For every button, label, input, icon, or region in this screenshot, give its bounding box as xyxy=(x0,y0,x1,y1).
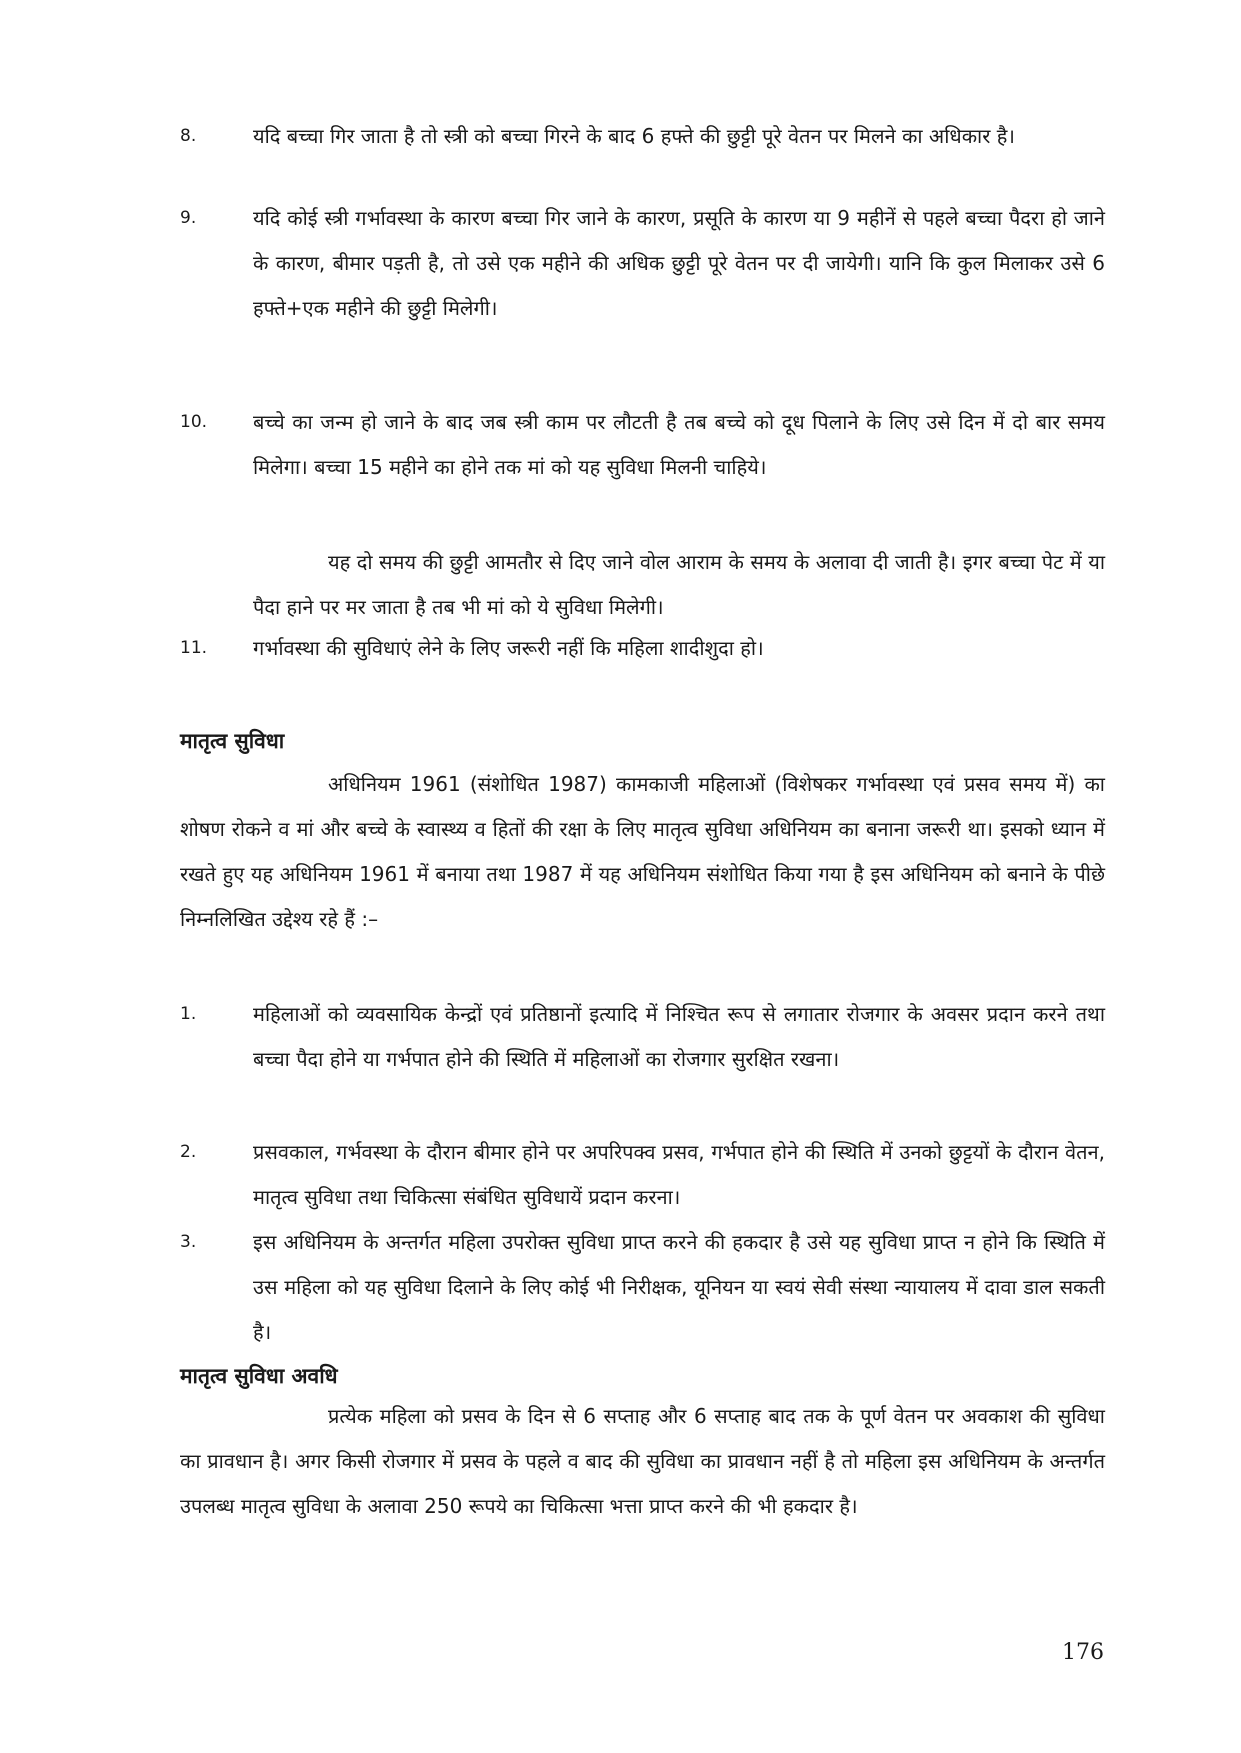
list-item-note: यह दो समय की छुट्टी आमतौर से दिए जाने वोल आराम के समय के अलावा दी जाती है। इगर बच्चा पेट में या पैदा हाने पर मर जाता है तब भी मां को ये सुविधा मिलेगी। xyxy=(253,550,1105,619)
list-item-number: 9. xyxy=(180,208,197,228)
list-item-number: 1. xyxy=(180,1004,197,1024)
list-item-number: 8. xyxy=(180,126,197,146)
list-item-number: 11. xyxy=(180,638,208,658)
section-paragraph: अधिनियम 1961 (संशोधित 1987) कामकाजी महिलाओं (विशेषकर गर्भावस्था एवं प्रसव समय में) का शोषण रोकने व मां और बच्चे के स्वास्थ्य व हितों की रक्षा के लिए मातृत्व सुविधा अधिनियम का बनाना जरूरी था। इसको ध्यान में रखते हुए यह अधिनियम 1961 में बनाया तथा 1987 में यह अधिनियम संशोधित किया गया है इस अधिनियम को बनाने के पीछे निम्नलिखित उद्देश्य रहे हैं :– xyxy=(180,772,1105,931)
list-item-number: 2. xyxy=(180,1142,197,1162)
list-item-number: 3. xyxy=(180,1232,197,1252)
list-item-text: महिलाओं को व्यवसायिक केन्द्रों एवं प्रतिष्ठानों इत्यादि में निश्चित रूप से लगातार रोजगार के अवसर प्रदान करने तथा बच्चा पैदा होने या गर्भपात होने की स्थिति में महिलाओं का रोजगार सुरक्षित रखना। xyxy=(253,1002,1105,1071)
list-item-text: बच्चे का जन्म हो जाने के बाद जब स्त्री काम पर लौटती है तब बच्चे को दूध पिलाने के लिए उसे दिन में दो बार समय मिलेगा। बच्चा 15 महीने का होने तक मां को यह सुविधा मिलनी चाहिये। xyxy=(253,410,1105,479)
section-paragraph: प्रत्येक महिला को प्रसव के दिन से 6 सप्ताह और 6 सप्ताह बाद तक के पूर्ण वेतन पर अवकाश की सुविधा का प्रावधान है। अगर किसी रोजगार में प्रसव के पहले व बाद की सुविधा का प्रावधान नहीं है तो महिला इस अधिनियम के अन्तर्गत उपलब्ध मातृत्व सुविधा के अलावा 250 रूपये का चिकित्सा भत्ता प्राप्त करने की भी हकदार है। xyxy=(180,1404,1105,1518)
list-item-text: यदि कोई स्त्री गर्भावस्था के कारण बच्चा गिर जाने के कारण, प्रसूति के कारण या 9 महीनें से पहले बच्चा पैदरा हो जाने के कारण, बीमार पड़ती है, तो उसे एक महीने की अधिक छुट्टी पूरे वेतन पर दी जायेगी। यानि कि कुल मिलाकर उसे 6 हफ्ते+एक महीने की छुट्टी मिलेगी। xyxy=(253,206,1105,320)
list-item-number: 10. xyxy=(180,412,208,432)
list-item-text: यदि बच्चा गिर जाता है तो स्त्री को बच्चा गिरने के बाद 6 हफ्ते की छुट्टी पूरे वेतन पर मिलने का अधिकार है। xyxy=(253,124,1015,148)
list-item-text: गर्भावस्था की सुविधाएं लेने के लिए जरूरी नहीं कि महिला शादीशुदा हो। xyxy=(253,636,764,660)
section-heading: मातृत्व सुविधा अवधि xyxy=(180,1364,338,1388)
list-item-text: इस अधिनियम के अन्तर्गत महिला उपरोक्त सुविधा प्राप्त करने की हकदार है उसे यह सुविधा प्राप्त न होने कि स्थिति में उस महिला को यह सुविधा दिलाने के लिए कोई भी निरीक्षक, यूनियन या स्वयं सेवी संस्था न्यायालय में दावा डाल सकती है। xyxy=(253,1230,1105,1344)
page-number: 176 xyxy=(1062,1640,1104,1665)
list-item-text: प्रसवकाल, गर्भवस्था के दौरान बीमार होने पर अपरिपक्व प्रसव, गर्भपात होने की स्थिति में उनको छुट्टयों के दौरान वेतन, मातृत्व सुविधा तथा चिकित्सा संबंधित सुविधायें प्रदान करना। xyxy=(253,1140,1105,1209)
section-heading: मातृत्व सुविधा xyxy=(180,729,285,753)
